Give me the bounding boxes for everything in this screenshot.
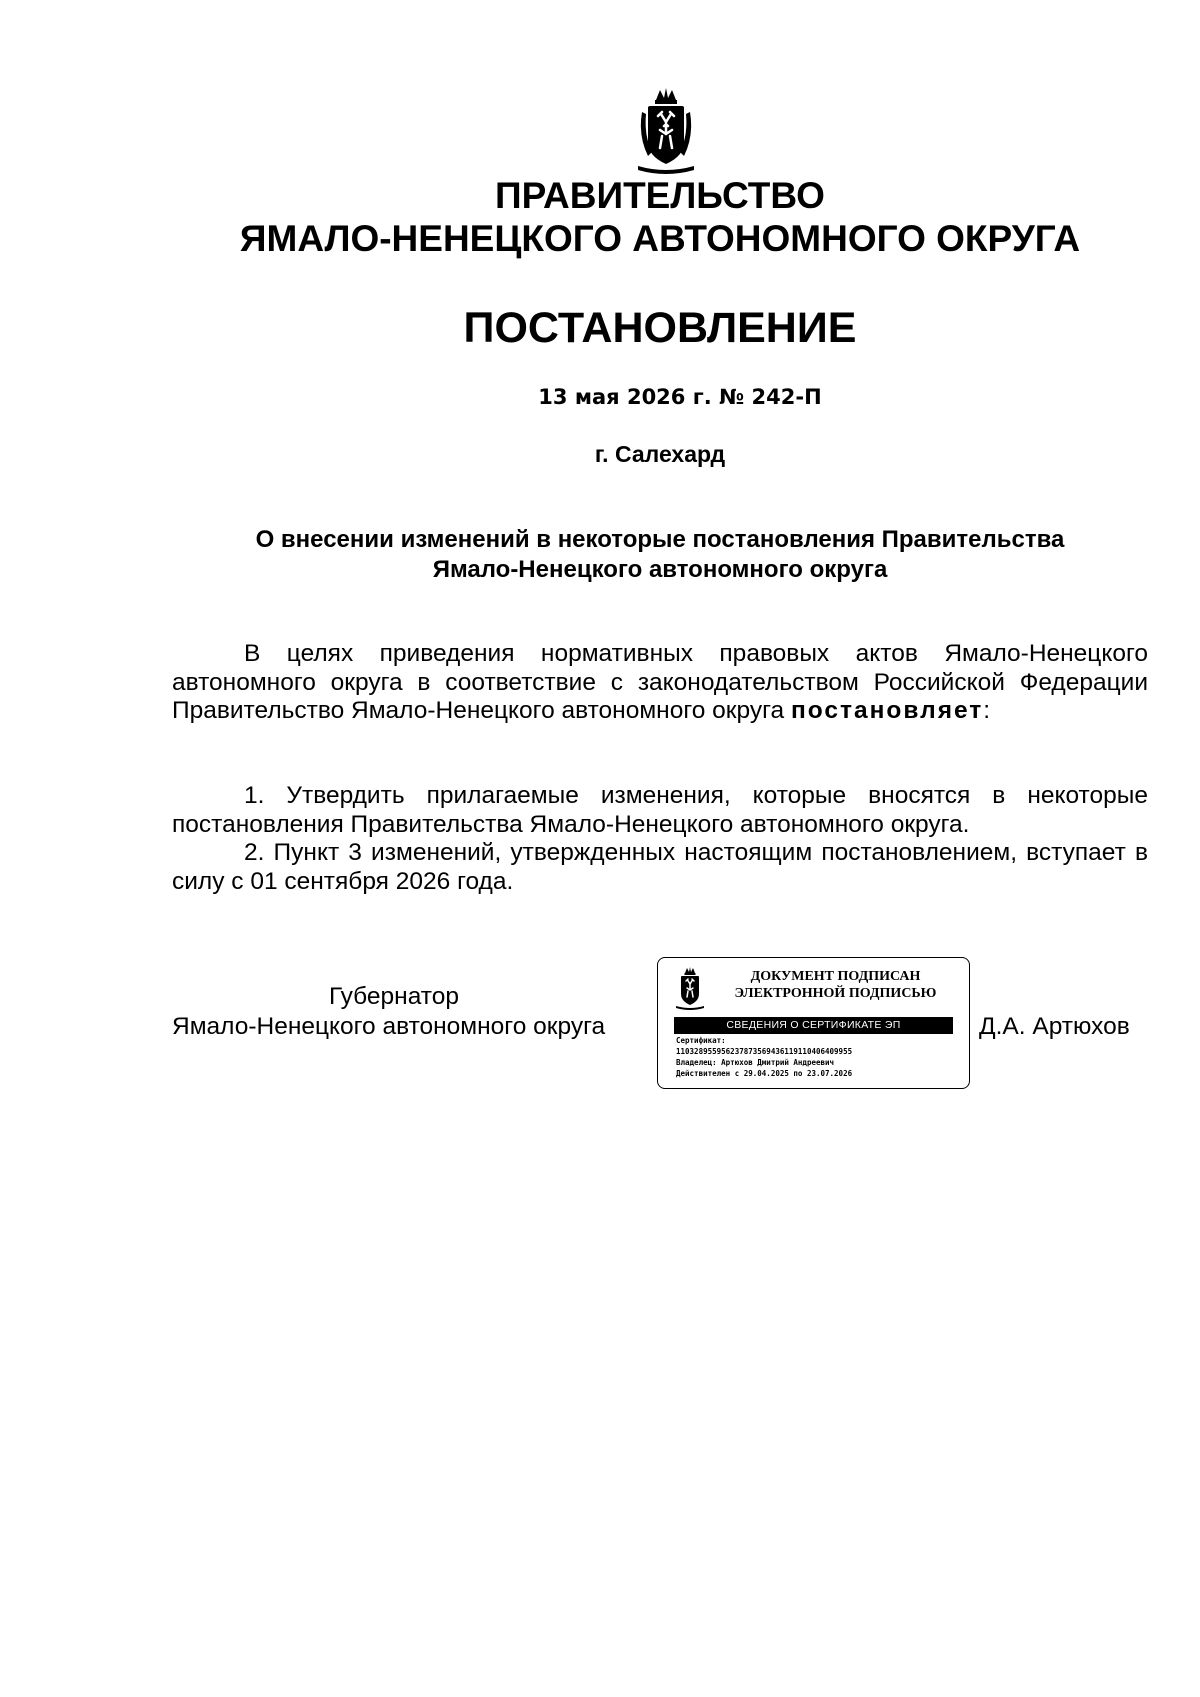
stamp-certificate-bar: СВЕДЕНИЯ О СЕРТИФИКАТЕ ЭП [674, 1017, 953, 1034]
stamp-heading-line2: ЭЛЕКТРОННОЙ ПОДПИСЬЮ [734, 986, 937, 1001]
stamp-heading-line1: ДОКУМЕНТ ПОДПИСАН [750, 969, 921, 984]
preamble-paragraph [172, 640, 1148, 726]
resolution-item-2: 2. Пункт 3 изменений, утвержденных настоящим постановлением, вступает в силу с 01 сентября 2026 года. [172, 839, 1148, 895]
document-subject-line1: О внесении изменений в некоторые постановления Правительства [255, 526, 1065, 553]
yamal-coat-of-arms-icon [674, 966, 706, 1012]
preamble-text: В целях приведения нормативных правовых актов Ямало-Ненецкого автономного округа в соответствие с законодательством Российской Федерации Правительство Ямало-Ненецкого автономного округа [172, 640, 1148, 724]
document-date-number: 13 мая 2026 г. № 242-П [538, 385, 822, 409]
yamal-coat-of-arms-icon [634, 86, 698, 178]
signer-position-line2: Ямало-Ненецкого автономного округа [172, 1013, 606, 1040]
document-city: г. Салехард [594, 441, 726, 467]
stamp-validity: Действителен с 29.04.2025 по 23.07.2026 [676, 1069, 853, 1078]
preamble-end: : [983, 697, 991, 724]
government-name-line1: ПРАВИТЕЛЬСТВО [495, 175, 825, 216]
stamp-owner: Владелец: Артюхов Дмитрий Андреевич [676, 1058, 835, 1067]
electronic-signature-stamp [657, 957, 970, 1089]
document-subject [172, 525, 1148, 585]
government-name-line2: ЯМАЛО-НЕНЕЦКОГО АВТОНОМНОГО ОКРУГА [239, 218, 1081, 259]
stamp-certificate-number: 11032895595623787356943611911040640​9955 [676, 1047, 853, 1056]
signer-name: Д.А. Артюхов [979, 1013, 1130, 1040]
document-subject-line2: Ямало-Ненецкого автономного округа [432, 556, 888, 583]
stamp-certificate-label: Сертификат: [676, 1036, 726, 1045]
preamble-emphasis: постановляет [790, 697, 984, 724]
signer-position-line1: Губернатор [329, 983, 459, 1010]
resolution-item-1: 1. Утвердить прилагаемые изменения, которые вносятся в некоторые постановления Правительства Ямало-Ненецкого автономного округа. [172, 782, 1148, 838]
document-type: ПОСТАНОВЛЕНИЕ [463, 304, 857, 352]
